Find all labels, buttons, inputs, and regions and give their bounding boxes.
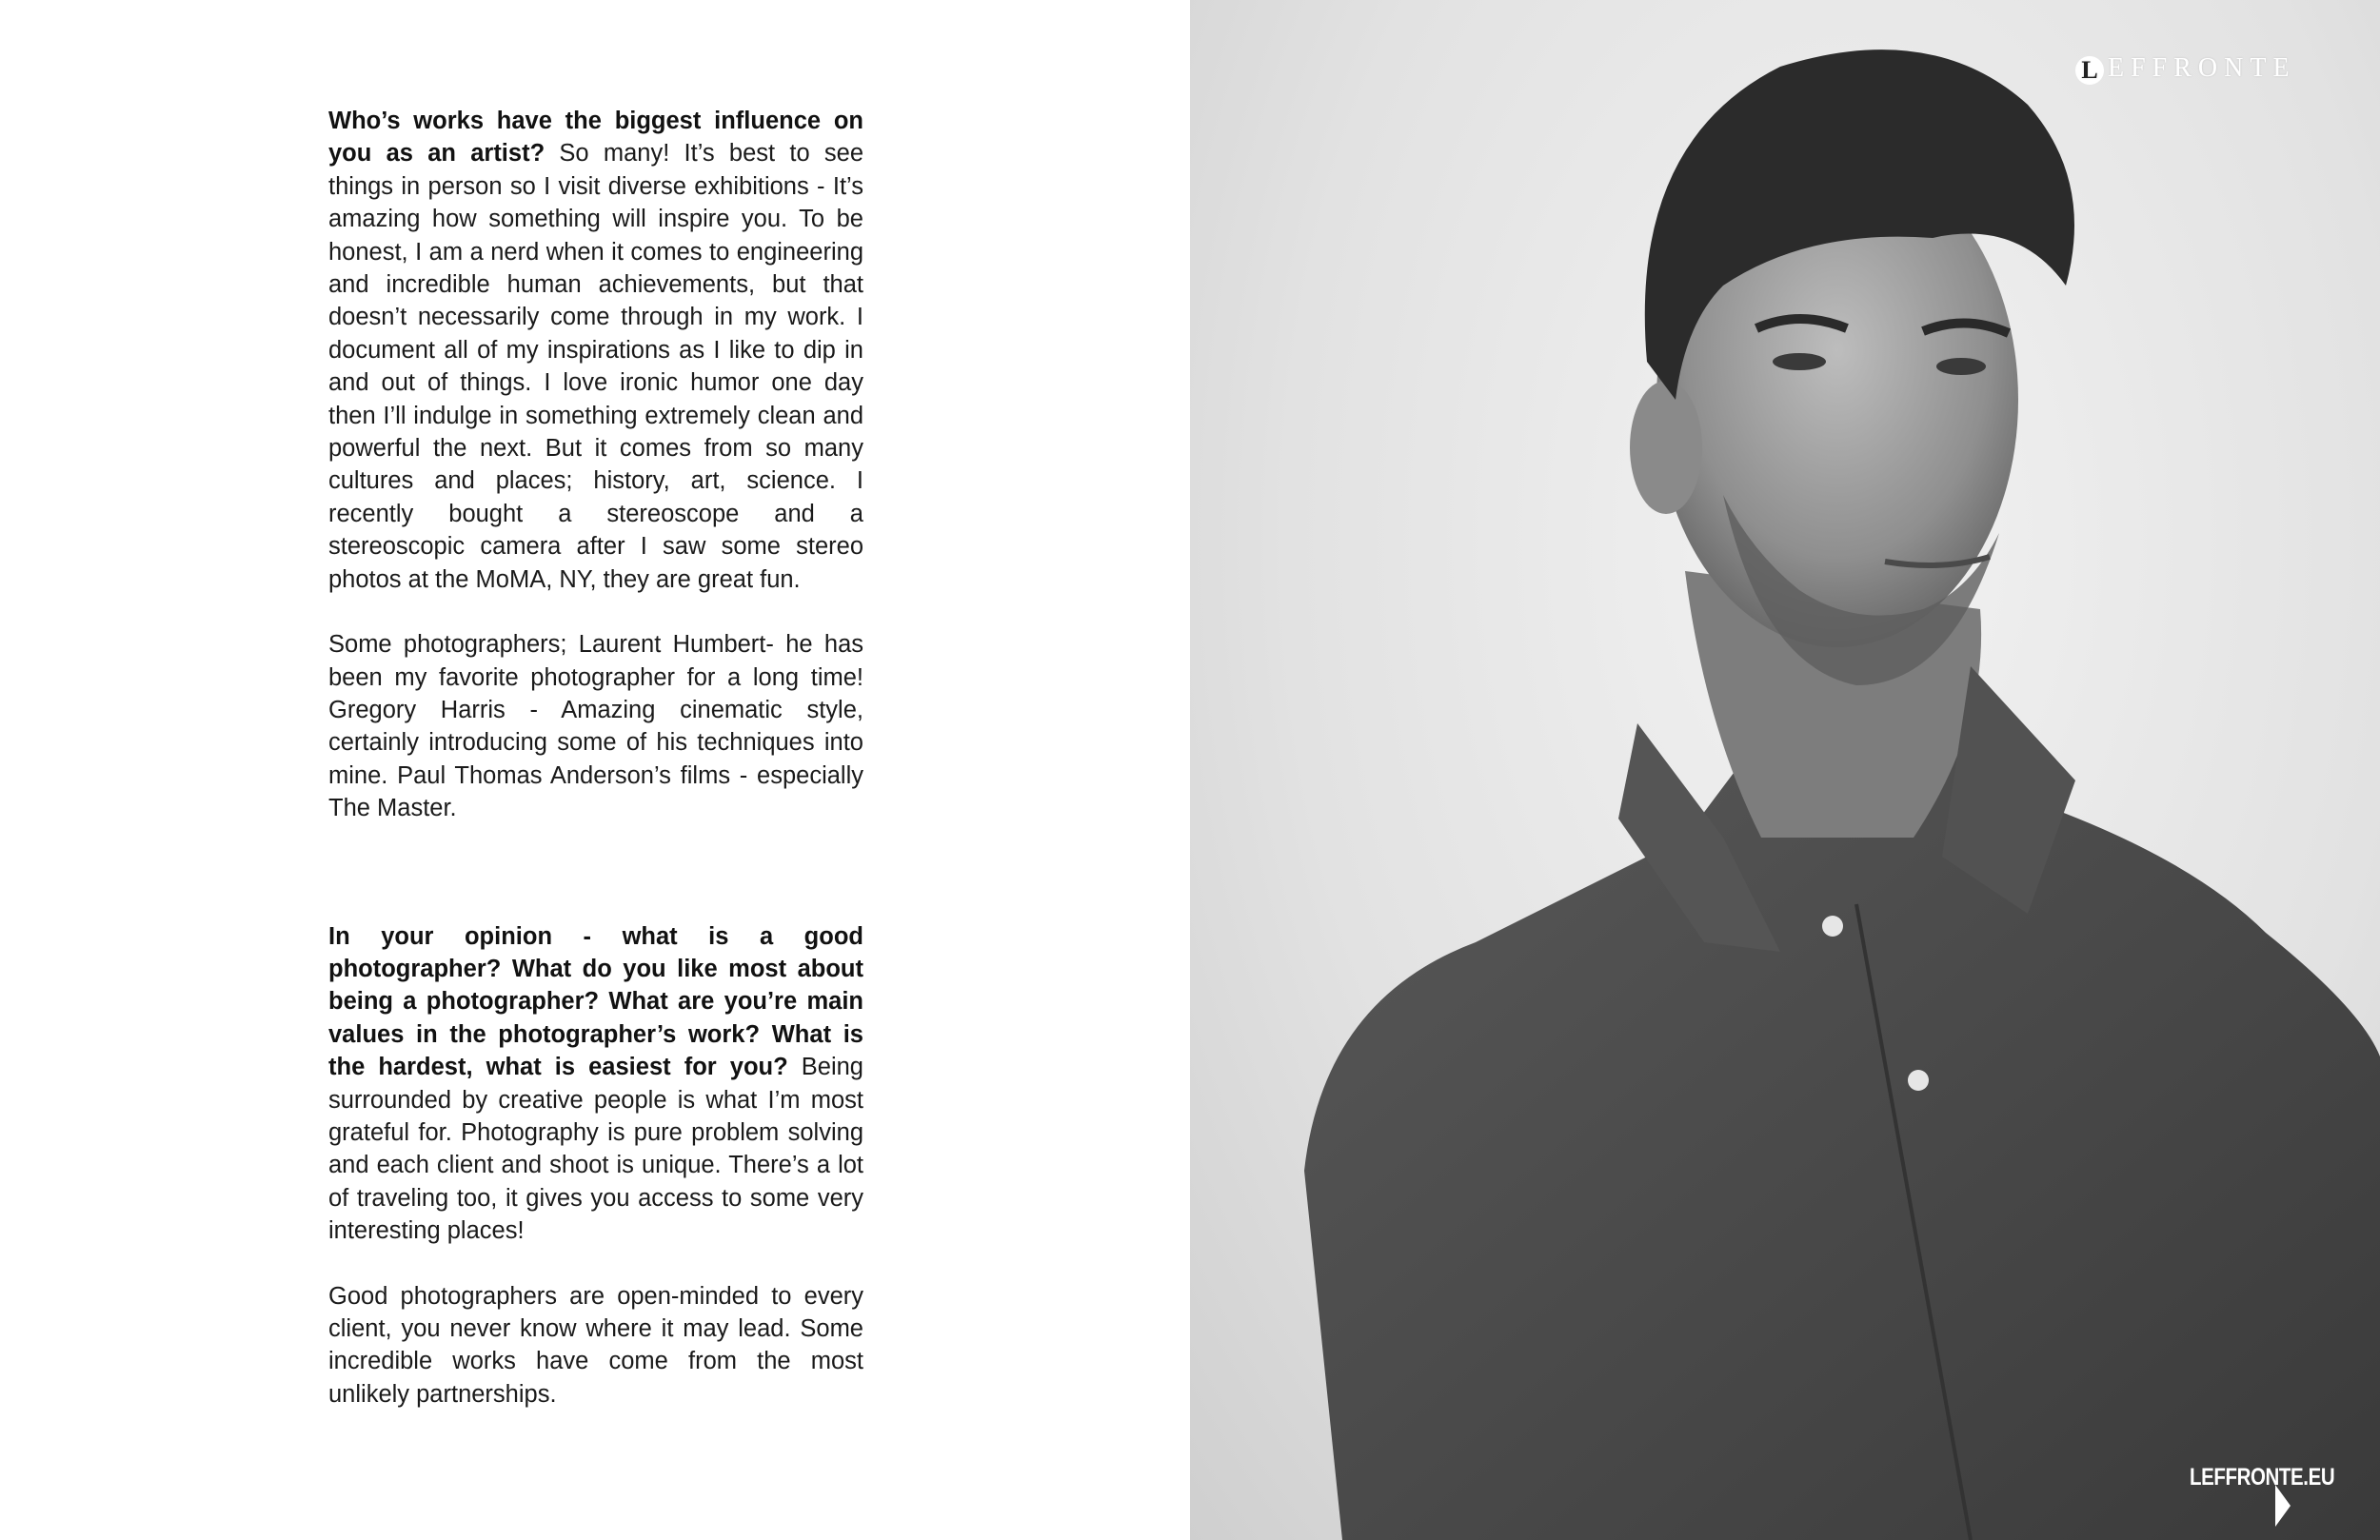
brand-logo-initial: L <box>2075 56 2104 85</box>
article-text <box>328 105 863 1411</box>
answer-good-photographer: Being surrounded by creative people is what I’m most grateful for. Photography is pure problem solving and each client and shoot is unique. There’s a lot of traveling too, it gives you access to some very interesting places! <box>328 1054 863 1245</box>
paragraph-influence <box>328 105 863 596</box>
answer-influence: So many! It’s best to see things in person so I visit diverse exhibitions - It’s amazing how something will inspire you. To be honest, I am a nerd when it comes to engineering and incredible human achievements, but that doesn’t necessarily come through in my work. I document all of my inspirations as I like to dip in and out of things. I love ironic humor one day then I’ll indulge in something extremely clean and powerful the next. But it comes from so many cultures and places; history, art, science. I recently bought a stereoscope and a stereoscopic camera after I saw some stereo photos at the MoMA, NY, they are great fun. <box>328 140 863 593</box>
ear-shape <box>1630 381 1702 514</box>
shirt-button-1 <box>1822 916 1843 937</box>
portrait-illustration <box>1190 0 2380 1540</box>
paragraph-good-photographer <box>328 920 863 1248</box>
shirt-button-2 <box>1908 1070 1929 1091</box>
paragraph-photographers: Some photographers; Laurent Humbert- he has been my favorite photographer for a long time! Gregory Harris - Amazing cinematic style, certainly introducing some of his techniques into mine. Paul Thomas Anderson’s films - especially The Master. <box>328 631 863 822</box>
paragraph-open-minded: Good photographers are open-minded to every client, you never know where it may lead. Some incredible works have come from the most unlikely partnerships. <box>328 1282 863 1408</box>
question-influence: Who’s works have the biggest influence on you as an artist? <box>328 108 863 168</box>
brand-logo-text: EFFRONTE <box>2108 53 2296 83</box>
portrait-photo <box>1190 0 2380 1540</box>
website-label[interactable]: LEFFRONTE.EU <box>2190 1464 2335 1491</box>
right-eye <box>1936 358 1986 375</box>
left-eye <box>1773 353 1826 370</box>
question-good-photographer: In your opinion - what is a good photographer? What do you like most about being a photographer? What are you’re main values in the photographer’s work? What is the hardest, what is easiest for you? <box>328 922 863 1081</box>
brand-logo <box>2075 53 2296 85</box>
play-arrow-icon[interactable] <box>2275 1485 2291 1527</box>
